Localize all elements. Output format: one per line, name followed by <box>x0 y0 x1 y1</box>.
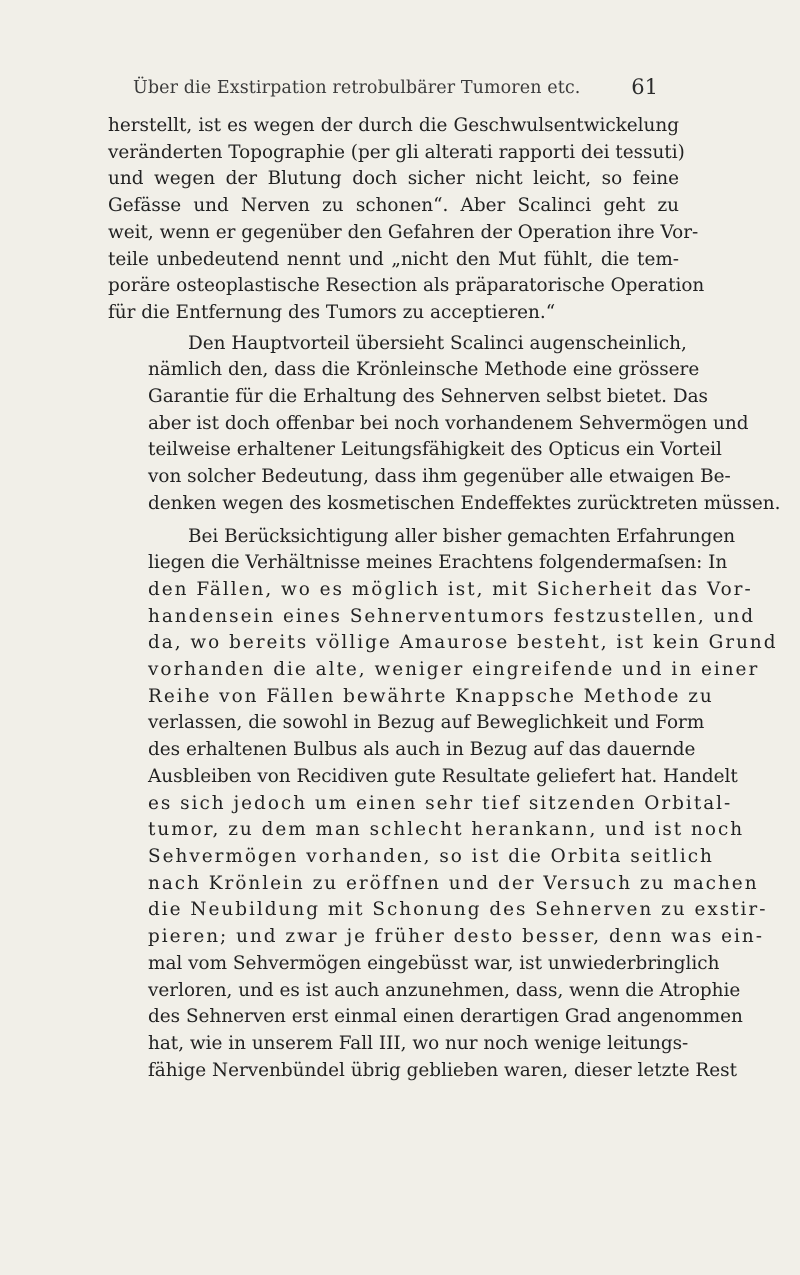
text-line: für die Entfernung des Tumors zu acceptieren.“ <box>108 301 556 323</box>
text-line: denken wegen des kosmetischen Endeffektes zurücktreten müssen. <box>148 492 781 514</box>
page-number: 61 <box>631 75 658 99</box>
text-line: veränderten Topographie (per gli alterati rapporti dei tessuti) <box>108 141 685 163</box>
text-line: aber ist doch offenbar bei noch vorhandenem Sehvermögen und <box>148 412 749 434</box>
text-line: weit, wenn er gegenüber den Gefahren der Operation ihre Vor- <box>108 221 699 243</box>
text-line: Ausbleiben von Recidiven gute Resultate geliefert hat. Handelt <box>148 765 738 787</box>
text-line: herstellt, ist es wegen der durch die Geschwulsentwickelung <box>108 115 679 136</box>
text-line: Sehvermögen vorhanden, so ist die Orbita seitlich <box>148 845 714 867</box>
text-line: handensein eines Sehnerventumors festzustellen, und <box>148 605 756 627</box>
text-line: liegen die Verhältnisse meines Erachtens folgendermaſsen: In <box>148 552 728 574</box>
text-line: verloren, und es ist auch anzunehmen, dass, wenn die Atrophie <box>148 979 741 1001</box>
paragraph-1 <box>108 113 705 327</box>
text-line: von solcher Bedeutung, dass ihm gegenüber alle etwaigen Be- <box>148 466 731 488</box>
text-line: es sich jedoch um einen sehr tief sitzenden Orbital- <box>148 792 733 814</box>
paragraph-2 <box>108 331 781 518</box>
page-header <box>108 75 668 108</box>
text-line: nach Krönlein zu eröffnen und der Versuch zu machen <box>148 872 759 894</box>
text-line: des Sehnerven erst einmal einen derartigen Grad angenommen <box>148 1006 743 1028</box>
text-line: des erhaltenen Bulbus als auch in Bezug auf das dauernde <box>148 739 696 761</box>
text-line: Gefässe und Nerven zu schonen“. Aber Scalinci geht zu <box>108 195 679 217</box>
text-line: Den Hauptvorteil übersieht Scalinci augenscheinlich, <box>188 332 687 354</box>
text-line: da, wo bereits völlige Amaurose besteht, ist kein Grund <box>148 632 778 654</box>
text-line: teile unbedeutend nennt und „nicht den Mut fühlt, die tem- <box>108 248 679 270</box>
text-line: die Neubildung mit Schonung des Sehnerven zu exstir- <box>148 899 768 921</box>
body-text <box>108 113 781 1084</box>
text-line: hat, wie in unserem Fall III, wo nur noch wenige leitungs- <box>148 1032 689 1054</box>
text-line: Garantie für die Erhaltung des Sehnerven selbst bietet. Das <box>148 386 708 408</box>
text-line: und wegen der Blutung doch sicher nicht leicht, so feine <box>108 168 679 190</box>
text-line: teilweise erhaltener Leitungsfähigkeit des Opticus ein Vorteil <box>148 439 722 461</box>
text-line: poräre osteoplastische Resection als präparatorische Operation <box>108 275 705 297</box>
text-line: tumor, zu dem man schlecht herankann, und ist noch <box>148 819 745 841</box>
paragraph-3 <box>108 524 778 1085</box>
text-line: nämlich den, dass die Krönleinsche Methode eine grössere <box>148 359 700 381</box>
text-line: fähige Nervenbündel übrig geblieben waren, dieser letzte Rest <box>148 1059 737 1081</box>
text-line: pieren; und zwar je früher desto besser, denn was ein- <box>148 926 764 948</box>
text-line: Bei Berücksichtigung aller bisher gemachten Erfahrungen <box>188 525 736 547</box>
text-line: verlassen, die sowohl in Bezug auf Beweglichkeit und Form <box>148 712 705 734</box>
running-head: Über die Exstirpation retrobulbärer Tumoren etc. <box>133 78 581 98</box>
text-line: mal vom Sehvermögen eingebüsst war, ist unwiederbringlich <box>148 952 720 974</box>
text-line: vorhanden die alte, weniger eingreifende und in einer <box>148 659 760 681</box>
text-line: den Fällen, wo es möglich ist, mit Sicherheit das Vor- <box>148 578 753 600</box>
text-line: Reihe von Fällen bewährte Knappsche Methode zu <box>148 685 714 707</box>
